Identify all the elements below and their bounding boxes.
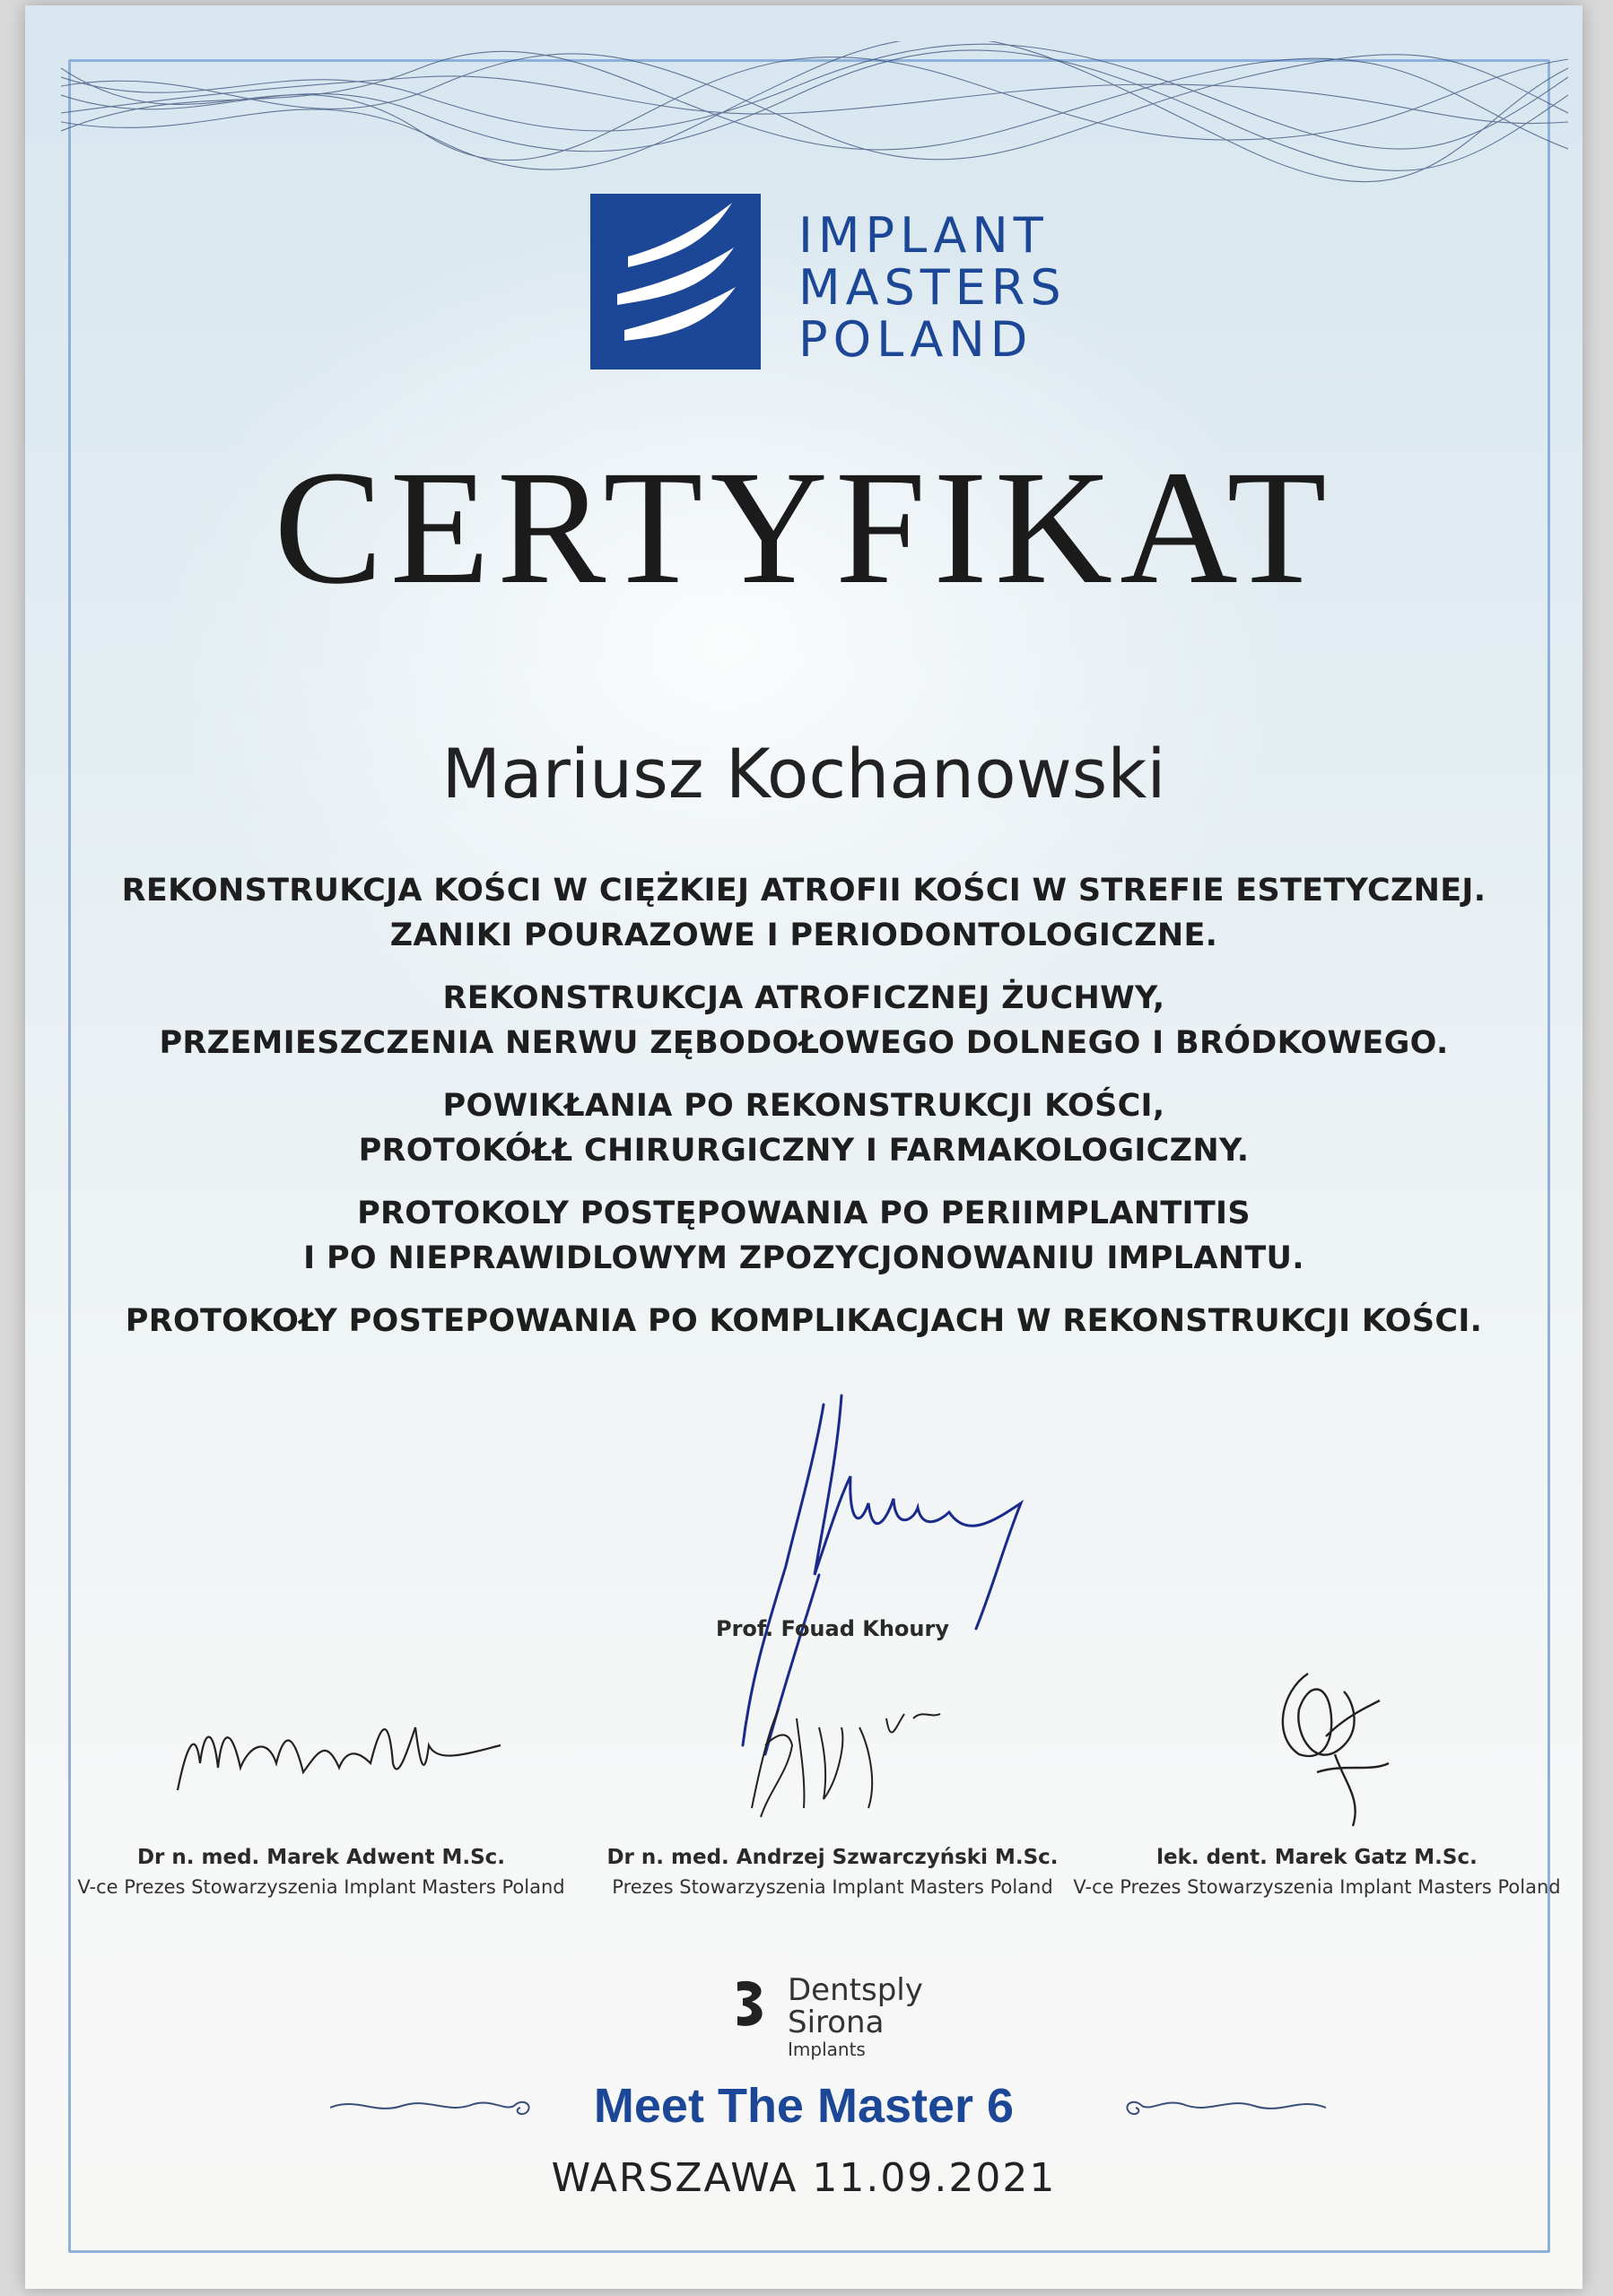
certificate-title: CERTYFIKAT xyxy=(274,438,1334,618)
signatory-2-role: Prezes Stowarzyszenia Implant Masters Poland xyxy=(612,1876,1053,1898)
logo-line: POLAND xyxy=(798,311,1033,368)
wave-logo-icon xyxy=(590,194,761,370)
signatory-1-role: V-ce Prezes Stowarzyszenia Implant Masters Poland xyxy=(77,1876,565,1898)
logo-line: IMPLANT xyxy=(798,207,1049,264)
implant-masters-logo-text xyxy=(798,207,1067,368)
certificate-paper xyxy=(25,5,1582,2289)
implant-masters-logo-mark xyxy=(590,194,761,370)
signatory-1-signature xyxy=(169,1692,510,1826)
recipient-name: Mariusz Kochanowski xyxy=(441,734,1166,813)
signatory-3-signature xyxy=(1245,1656,1425,1835)
sponsor-line: Sirona xyxy=(788,2005,885,2040)
sponsor-line: Dentsply xyxy=(788,1972,923,2008)
guilloche-wave-decoration xyxy=(61,41,1568,194)
topic-line: I PO NIEPRAWIDLOWYM ZPOZYCJONOWANIU IMPLANTU. xyxy=(303,1240,1304,1276)
signatory-2-name: Dr n. med. Andrzej Szwarczyński M.Sc. xyxy=(606,1846,1059,1869)
lecturer-name: Prof. Fouad Khoury xyxy=(716,1616,949,1641)
signatory-3-name: lek. dent. Marek Gatz M.Sc. xyxy=(1156,1846,1478,1869)
topic-line: PROTOKOLY POSTĘPOWANIA PO PERIIMPLANTITIS xyxy=(357,1196,1251,1231)
logo-line: MASTERS xyxy=(798,259,1067,316)
place-and-date: WARSZAWA 11.09.2021 xyxy=(551,2155,1057,2201)
signatory-2-signature xyxy=(734,1692,967,1826)
topic-line: REKONSTRUKCJA KOŚCI W CIĘŻKIEJ ATROFII KOŚCI W STREFIE ESTETYCZNEJ. xyxy=(121,873,1487,909)
topic-block xyxy=(25,1083,1582,1173)
event-title: Meet The Master 6 xyxy=(593,2079,1015,2133)
topic-line: REKONSTRUKCJA ATROFICZNEJ ŻUCHWY, xyxy=(442,980,1165,1016)
topic-block xyxy=(25,1299,1582,1344)
topic-line: PROTOKOŁY POSTEPOWANIA PO KOMPLIKACJACH W REKONSTRUKCJI KOŚCI. xyxy=(125,1303,1483,1339)
topic-line: PROTOKÓŁŁ CHIRURGICZNY I FARMAKOLOGICZNY. xyxy=(358,1133,1250,1169)
topic-line: POWIKŁANIA PO REKONSTRUKCJI KOŚCI, xyxy=(442,1088,1165,1124)
sponsor-logo-text xyxy=(788,1974,923,2060)
topic-block xyxy=(25,1191,1582,1281)
topic-line: PRZEMIESZCZENIA NERWU ZĘBODOŁOWEGO DOLNEGO I BRÓDKOWEGO. xyxy=(159,1025,1449,1061)
topic-line: ZANIKI POURAZOWE I PERIODONTOLOGICZNE. xyxy=(389,918,1218,953)
topics-list xyxy=(25,868,1582,1344)
topic-block xyxy=(25,976,1582,1065)
right-flourish-decoration xyxy=(1120,2088,1326,2124)
dentsply-sirona-icon xyxy=(734,1977,770,2031)
topic-block xyxy=(25,868,1582,958)
sponsor-subline: Implants xyxy=(788,2039,866,2060)
signatory-3-role: V-ce Prezes Stowarzyszenia Implant Masters Poland xyxy=(1073,1876,1561,1898)
signatory-1-name: Dr n. med. Marek Adwent M.Sc. xyxy=(136,1846,506,1869)
